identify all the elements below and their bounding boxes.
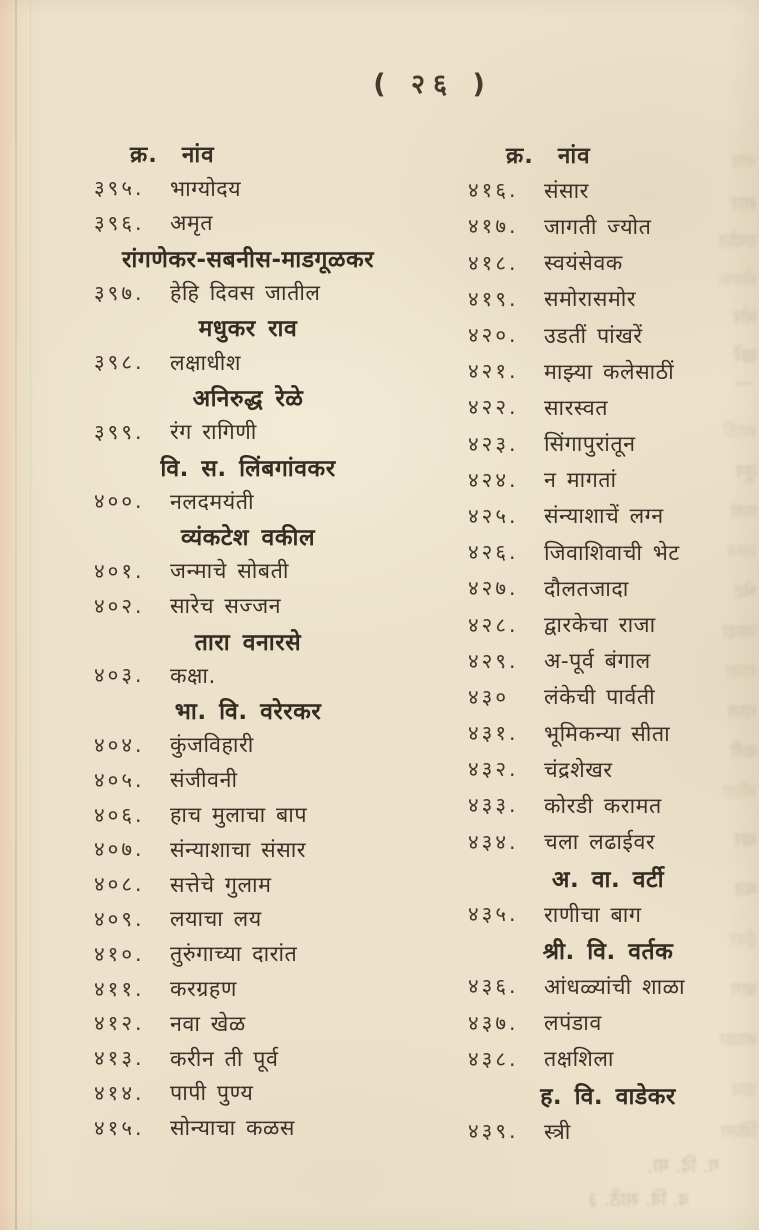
index-entry	[462, 643, 754, 679]
author-heading: भा. वि. वरेरकर	[174, 699, 322, 726]
entry-title: दौलतजादा	[544, 576, 629, 602]
entry-number: ४०५.	[94, 767, 145, 792]
index-entry	[78, 414, 418, 449]
entry-title: उडतीं पांखरें	[544, 323, 643, 349]
entry-number: ४३७.	[468, 1010, 519, 1035]
entry-title: जन्माचे सोबती	[170, 559, 289, 585]
entry-number: ३९५.	[94, 176, 145, 201]
index-entry	[78, 936, 418, 971]
entry-title: लक्षाधीश	[170, 350, 241, 376]
column-header-name-label: नांव	[557, 142, 591, 169]
entry-number: ४१७.	[468, 214, 519, 239]
index-entry	[462, 389, 754, 425]
entry-title: तुरुंगाच्या दारांत	[170, 942, 298, 968]
entry-title: कुंजविहारी	[170, 733, 254, 759]
column-header-number-label: क्र.	[506, 142, 534, 169]
showthrough-text-fragment: जादा	[722, 621, 757, 643]
entry-number: ४१४.	[94, 1080, 145, 1105]
entry-title: अमृत	[170, 211, 214, 237]
showthrough-text-fragment: गतां	[730, 501, 757, 523]
entry-number: ३९६.	[94, 210, 145, 235]
index-entry	[78, 345, 418, 380]
showthrough-text-fragment: बाग	[730, 979, 757, 1001]
index-entry	[78, 658, 418, 693]
showthrough-text-fragment: शिला	[721, 1121, 757, 1143]
entry-number: ४३२.	[468, 757, 519, 782]
binding-fold-line	[15, 0, 17, 1230]
entry-title: हेहि दिवस जातील	[170, 281, 321, 307]
entry-title: राणीचा बाग	[544, 902, 642, 928]
entry-number: ४३१.	[468, 721, 519, 746]
entry-number: ४०४.	[94, 732, 145, 757]
showthrough-text-fragment: सीता	[723, 781, 757, 803]
showthrough-text-fragment: खरें	[733, 345, 757, 367]
entry-title: सोन्याचा कळस	[170, 1116, 295, 1142]
entry-number: ४२०.	[468, 323, 519, 348]
entry-title: संन्याशाचा संसार	[170, 837, 307, 863]
entry-number: ४०६.	[94, 802, 145, 827]
index-entry	[78, 797, 418, 832]
entry-title: लयाचा लय	[170, 907, 262, 933]
entry-number: ४३०	[468, 684, 509, 709]
entry-number: ३९८.	[94, 350, 145, 375]
author-heading: रांगणेकर-सबनीस-माडगूळकर	[121, 246, 375, 273]
index-entry	[462, 570, 754, 606]
entry-title: रंग रागिणी	[170, 420, 257, 446]
showthrough-text-fragment: खर	[733, 829, 757, 851]
entry-number: ४३६.	[468, 974, 519, 999]
showthrough-text-fragment: मत	[734, 879, 757, 901]
entry-number: ४२१.	[468, 359, 519, 384]
index-entry	[462, 715, 754, 751]
index-entry	[78, 1006, 418, 1041]
binding-fold-line-2	[30, 0, 31, 1230]
entry-number: ४३४.	[468, 829, 519, 854]
showthrough-text-fragment: व. वि. साठें. ३	[588, 1189, 689, 1211]
entry-number: ४२६.	[468, 540, 519, 565]
showthrough-text-fragment: भेट	[734, 581, 757, 603]
index-entry	[462, 462, 754, 498]
entry-number: ४११.	[94, 976, 145, 1001]
index-entry	[78, 867, 418, 902]
entry-title: जिवाशिवाची भेट	[544, 540, 680, 566]
index-entry	[78, 971, 418, 1006]
entry-number: ४३३.	[468, 793, 519, 818]
showthrough-text-fragment: —	[734, 372, 753, 394]
entry-title: संसार	[544, 178, 589, 204]
index-entry	[78, 1110, 418, 1145]
showthrough-text-fragment: ज्योत	[719, 231, 757, 253]
entry-number: ४३९.	[468, 1119, 519, 1144]
author-heading: अनिरुद्ध रेळे	[192, 385, 304, 412]
entry-title: तक्षशिला	[544, 1047, 615, 1073]
showthrough-text-fragment: साठीं	[723, 421, 757, 443]
index-entry	[462, 1005, 754, 1041]
author-heading: मधुकर राव	[198, 316, 298, 343]
index-entry	[78, 728, 418, 763]
entry-title: चला लढाईवर	[544, 830, 656, 856]
entry-title: चंद्रशेखर	[544, 757, 613, 783]
showthrough-text-fragment: डाव	[731, 1079, 757, 1101]
index-entry	[78, 206, 418, 241]
entry-title: कोरडी करामत	[544, 793, 662, 819]
author-heading: अ. वा. वर्टी	[551, 866, 665, 893]
index-column-right	[462, 136, 754, 1149]
entry-title: लंकेची पार्वती	[544, 685, 656, 711]
entry-title: सत्तेचे गुलाम	[170, 872, 272, 898]
author-heading: श्री. वि. वर्तक	[542, 939, 674, 966]
showthrough-text-fragment: सेवक	[718, 269, 757, 291]
entry-number: ४२९.	[468, 648, 519, 673]
entry-title: आंधळ्यांची शाळा	[544, 974, 686, 1000]
entry-title: भाग्योदय	[170, 176, 242, 202]
index-entry	[462, 968, 754, 1004]
entry-number: ४०८.	[94, 872, 145, 897]
index-entry	[78, 762, 418, 797]
author-heading: तारा वनारसे	[194, 629, 302, 656]
author-heading: व्यंकटेश वकील	[180, 525, 316, 552]
entry-number: ४२७.	[468, 576, 519, 601]
entry-title: नवा खेळ	[170, 1011, 246, 1037]
index-entry	[462, 426, 754, 462]
entry-title: सारेच सज्जन	[170, 594, 282, 620]
index-entry	[462, 172, 754, 208]
entry-title: संन्याशाचें लग्न	[544, 504, 664, 530]
entry-title: संजीवनी	[170, 768, 238, 794]
entry-number: ४०१.	[94, 558, 145, 583]
entry-number: ४२३.	[468, 431, 519, 456]
entry-title: स्वयंसेवक	[544, 251, 623, 277]
index-entry	[78, 902, 418, 937]
showthrough-text-fragment: तून	[735, 461, 757, 483]
showthrough-text-fragment: नांव	[730, 151, 757, 173]
index-entry	[462, 1113, 754, 1149]
entry-title: पापी पुण्य	[170, 1081, 254, 1107]
index-entry	[78, 832, 418, 867]
entry-title: कक्षा.	[170, 663, 216, 689]
entry-number: ४१६.	[468, 178, 519, 203]
index-entry	[462, 1041, 754, 1077]
entry-number: ३९९.	[94, 419, 145, 444]
entry-number: ४३५.	[468, 902, 519, 927]
entry-number: ४१३.	[94, 1046, 145, 1071]
column-header-name-label: नांव	[181, 141, 215, 168]
index-entry	[78, 1041, 418, 1076]
index-entry	[462, 787, 754, 823]
showthrough-text-fragment: ईवर	[729, 929, 757, 951]
index-entry	[78, 275, 418, 310]
index-entry	[462, 317, 754, 353]
author-heading: ह. वि. वाडेकर	[540, 1083, 676, 1110]
index-column-left	[78, 136, 418, 1145]
entry-number: ४०७.	[94, 837, 145, 862]
entry-number: ४०९.	[94, 906, 145, 931]
index-entry	[462, 208, 754, 244]
index-entry	[462, 679, 754, 715]
showthrough-text-fragment: मोर	[732, 307, 757, 329]
entry-title: माझ्या कलेसाठीं	[544, 359, 675, 385]
showthrough-text-fragment: राजा	[725, 661, 757, 683]
entry-title: सिंगापुरांतून	[544, 432, 636, 458]
index-entry	[462, 606, 754, 642]
showthrough-text-fragment: शाळा	[719, 1029, 757, 1051]
entry-title: भूमिकन्या सीता	[544, 721, 671, 747]
entry-number: ४१२.	[94, 1011, 145, 1036]
entry-title: लपंडाव	[544, 1011, 602, 1037]
entry-number: ४२८.	[468, 612, 519, 637]
entry-title: सारस्वत	[544, 395, 608, 421]
index-entry	[462, 824, 754, 860]
entry-number: ४३८.	[468, 1046, 519, 1071]
index-entry	[462, 353, 754, 389]
entry-number: ४००.	[94, 489, 145, 514]
entry-number: ४०२.	[94, 593, 145, 618]
entry-title: न मागतां	[544, 468, 617, 494]
index-entry	[462, 896, 754, 932]
entry-number: ४०३.	[94, 663, 145, 688]
page-number: ( २६ )	[373, 69, 493, 100]
showthrough-text-fragment: लग्न	[728, 541, 757, 563]
entry-title: समोरासमोर	[544, 287, 637, 313]
index-entry	[78, 554, 418, 589]
index-entry	[78, 588, 418, 623]
showthrough-text-fragment: ग. दि. मा.	[646, 1155, 719, 1177]
entry-title: द्वारकेचा राजा	[544, 613, 656, 639]
index-entry	[78, 1076, 418, 1111]
entry-number: ४१९.	[468, 286, 519, 311]
entry-number: ४२२.	[468, 395, 519, 420]
entry-number: ३९७.	[94, 280, 145, 305]
index-entry	[462, 498, 754, 534]
showthrough-text-fragment: वती	[730, 741, 757, 763]
author-heading: वि. स. लिंबगांवकर	[160, 455, 336, 482]
entry-title: जागती ज्योत	[544, 214, 652, 240]
index-entry	[462, 751, 754, 787]
entry-number: ४१०.	[94, 941, 145, 966]
column-header	[78, 136, 418, 171]
entry-number: ४१८.	[468, 250, 519, 275]
showthrough-text-fragment: गाल	[728, 701, 757, 723]
entry-title: करग्रहण	[170, 977, 237, 1003]
column-header-number-label: क्र.	[130, 141, 158, 168]
entry-number: ४२४.	[468, 467, 519, 492]
index-entry	[462, 281, 754, 317]
index-entry	[462, 534, 754, 570]
index-entry	[78, 484, 418, 519]
index-entry	[78, 171, 418, 206]
entry-title: हाच मुलाचा बाप	[170, 803, 308, 829]
index-entry	[462, 245, 754, 281]
entry-title: नलदमयंती	[170, 489, 255, 515]
column-header	[462, 136, 754, 172]
entry-number: ४१५.	[94, 1115, 145, 1140]
entry-title: अ-पूर्व बंगाल	[544, 649, 651, 675]
showthrough-text-fragment: सार	[731, 193, 757, 215]
entry-number: ४२५.	[468, 503, 519, 528]
entry-title: करीन ती पूर्व	[170, 1046, 279, 1072]
entry-title: स्त्री	[544, 1119, 571, 1145]
